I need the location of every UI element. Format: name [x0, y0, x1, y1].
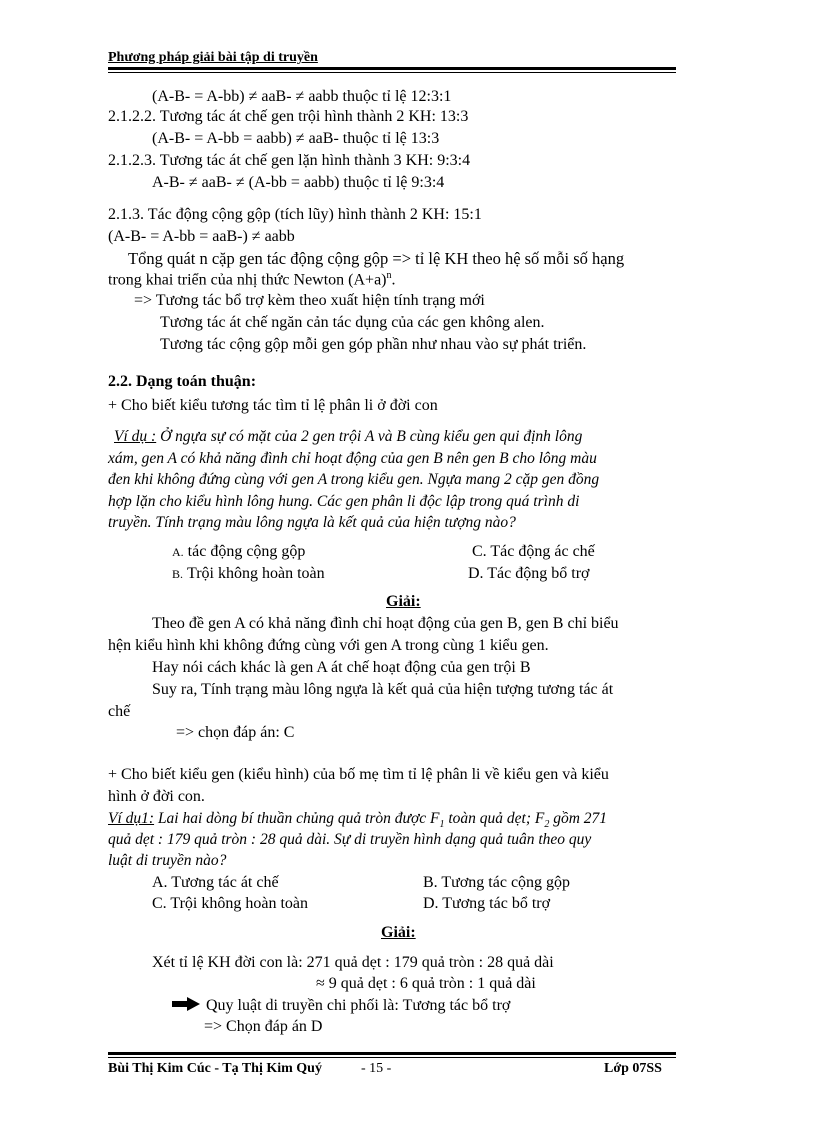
answer-option-a	[172, 543, 305, 561]
solution-heading: Giải:	[381, 924, 416, 941]
text-fragment: .	[391, 271, 396, 289]
option-letter: B.	[172, 567, 184, 581]
header-title: Phương pháp giải bài tập di truyền	[108, 50, 318, 65]
answer-option-b: B. Tương tác cộng gộp	[423, 874, 571, 891]
footer-rule-thin	[108, 1057, 676, 1058]
question-line: xám, gen A có khả năng đình chỉ hoạt động của gen B nên gen B cho lông màu	[108, 450, 597, 467]
solution-line: Theo đề gen A có khả năng đình chỉ hoạt động của gen B, gen B chỉ biểu	[152, 615, 619, 632]
text-fragment: Quy luật di truyền chi phối là: Tương tác bổ trợ	[206, 997, 511, 1014]
example-label: Ví dụ :	[114, 428, 157, 445]
question-line	[114, 428, 582, 446]
footer-rule	[108, 1052, 676, 1055]
text-line: hình ở đời con.	[108, 788, 205, 805]
solution-line: Hay nói cách khác là gen A át chế hoạt động của gen trội B	[152, 659, 531, 676]
answer-option-d: D. Tác động bổ trợ	[468, 565, 590, 582]
subsection-heading: 2.1.3. Tác động cộng gộp (tích lũy) hình thành 2 KH: 15:1	[108, 206, 482, 223]
text-line: + Cho biết kiểu gen (kiểu hình) của bố mẹ tìm tỉ lệ phân li về kiểu gen và kiểu	[108, 766, 609, 783]
text-fragment: gồm 271	[549, 810, 608, 827]
footer-page-number: - 15 -	[361, 1061, 392, 1076]
superscript-n: n	[386, 270, 392, 281]
footer-authors: Bùi Thị Kim Cúc - Tạ Thị Kim Quý	[108, 1061, 322, 1076]
solution-line	[172, 997, 510, 1015]
text-line: A-B- ≠ aaB- ≠ (A-bb = aabb) thuộc tỉ lệ 9:3:4	[152, 174, 445, 191]
option-text: tác động cộng gộp	[187, 543, 306, 560]
question-line	[108, 810, 607, 830]
subscript: 2	[544, 819, 550, 831]
answer-option-c: C. Tác động ác chế	[472, 543, 595, 560]
solution-line: hện kiểu hình khi không đứng cùng với gen A trong cùng 1 kiểu gen.	[108, 637, 549, 654]
right-arrow-icon	[172, 997, 200, 1011]
answer-option-d: D. Tương tác bổ trợ	[423, 895, 551, 912]
example-label: Ví dụ1:	[108, 810, 155, 827]
text-fragment: toàn quả dẹt; F	[444, 810, 545, 827]
solution-line: Suy ra, Tính trạng màu lông ngựa là kết quả của hiện tượng tương tác át	[152, 681, 614, 698]
question-line: hợp lặn cho kiểu hình lông hung. Các gen phân li độc lập trong quá trình di	[108, 493, 580, 510]
text-line: Tương tác cộng gộp mỗi gen góp phần như nhau vào sự phát triển.	[160, 336, 587, 353]
solution-heading: Giải:	[386, 593, 421, 610]
header-rule-thin	[108, 72, 676, 73]
question-line: luật di truyền nào?	[108, 852, 227, 869]
text-line: (A-B- = A-bb = aaB-) ≠ aabb	[108, 228, 295, 245]
solution-line: chế	[108, 703, 131, 720]
text-line	[108, 270, 396, 289]
subscript: 1	[439, 819, 445, 831]
text-line: (A-B- = A-bb) ≠ aaB- ≠ aabb thuộc tỉ lệ 12:3:1	[152, 88, 452, 105]
text-line: Tương tác át chế ngăn cản tác dụng của các gen không alen.	[160, 314, 545, 331]
text-fragment: Lai hai dòng bí thuần chủng quả tròn được F	[154, 810, 440, 827]
text-line: + Cho biết kiểu tương tác tìm tỉ lệ phân li ở đời con	[108, 397, 438, 414]
solution-answer: => chọn đáp án: C	[176, 724, 295, 741]
question-line: quả dẹt : 179 quả tròn : 28 quả dài. Sự di truyền hình dạng quả tuân theo quy	[108, 831, 592, 848]
text-line: => Tương tác bổ trợ kèm theo xuất hiện tính trạng mới	[134, 292, 485, 309]
text-line: (A-B- = A-bb = aabb) ≠ aaB- thuộc tỉ lệ 13:3	[152, 130, 440, 147]
solution-line: ≈ 9 quả dẹt : 6 quả tròn : 1 quả dài	[316, 975, 536, 992]
answer-option-c: C. Trội không hoàn toàn	[152, 895, 309, 912]
footer-class: Lớp 07SS	[604, 1061, 662, 1076]
subsection-heading: 2.1.2.2. Tương tác át chế gen trội hình thành 2 KH: 13:3	[108, 108, 469, 125]
section-heading: 2.2. Dạng toán thuận:	[108, 373, 257, 390]
subsection-heading: 2.1.2.3. Tương tác át chế gen lặn hình thành 3 KH: 9:3:4	[108, 152, 471, 169]
header-rule	[108, 67, 676, 70]
text-line: Tổng quát n cặp gen tác động cộng gộp => tỉ lệ KH theo hệ số mỗi số hạng	[128, 249, 625, 268]
solution-answer: => Chọn đáp án D	[204, 1018, 323, 1035]
answer-option-b	[172, 565, 325, 583]
question-line: đen khi không đứng cùng với gen A trong kiểu gen. Ngựa mang 2 cặp gen đồng	[108, 471, 600, 488]
question-line: truyền. Tính trạng màu lông ngựa là kết quả của hiện tượng nào?	[108, 514, 516, 531]
text-fragment: trong khai triển của nhị thức Newton (A+a)	[108, 271, 387, 289]
option-text: Trội không hoàn toàn	[187, 565, 325, 582]
text-fragment: Ở ngựa sự có mặt của 2 gen trội A và B cùng kiểu gen qui định lông	[156, 428, 583, 445]
answer-option-a: A. Tương tác át chế	[152, 874, 279, 891]
option-letter: A.	[172, 545, 184, 559]
solution-line: Xét tỉ lệ KH đời con là: 271 quả dẹt : 179 quả tròn : 28 quả dài	[152, 954, 554, 971]
